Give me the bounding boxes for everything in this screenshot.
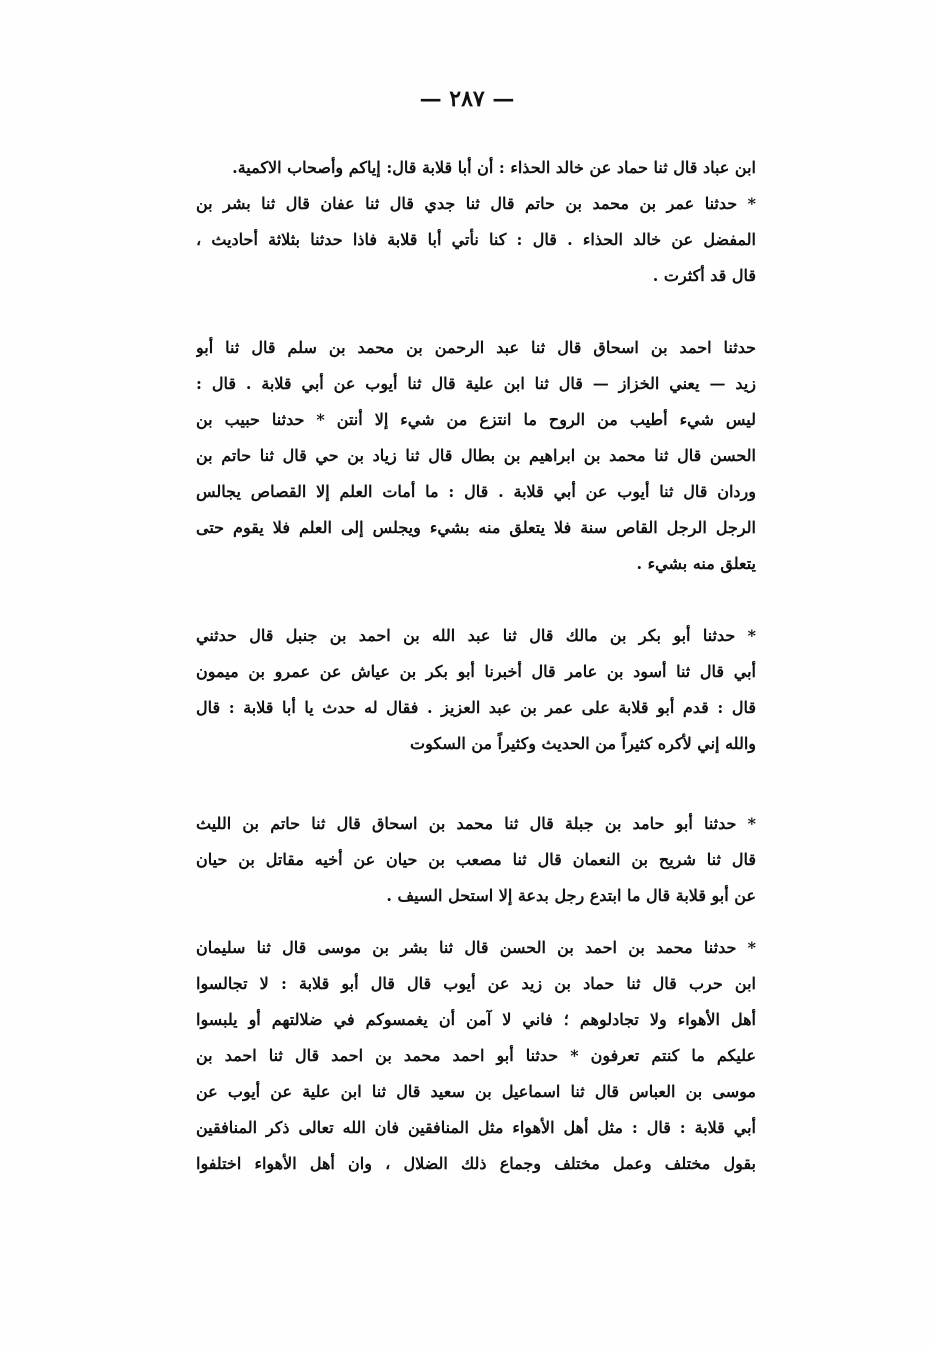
text-line: والله إني لأكره كثيراً من الحديث وكثيراً من السكوت <box>410 734 756 753</box>
page-number: — ٢٨٧ — <box>419 86 515 112</box>
paragraph <box>196 618 756 762</box>
text-line: * حدثنا أبو بكر بن مالك قال ثنا عبد الله بن احمد بن جنبل قال حدثني <box>196 626 756 645</box>
text-line: * حدثنا عمر بن محمد بن حاتم قال ثنا جدي قال ثنا عفان قال ثنا بشر بن <box>196 194 756 213</box>
text-line: أهل الأهواء ولا تجادلوهم ؛ فاني لا آمن أن يغمسوكم في ضلالتهم أو يلبسوا <box>196 1010 756 1029</box>
paragraph <box>196 150 756 186</box>
text-line: * حدثنا أبو حامد بن جبلة قال ثنا محمد بن اسحاق قال ثنا حاتم بن الليث <box>196 814 756 833</box>
text-line: قال ثنا شريح بن النعمان قال ثنا مصعب بن حيان عن أخيه مقاتل بن حيان <box>196 850 756 869</box>
text-line: عن أبو قلابة قال ما ابتدع رجل بدعة إلا استحل السيف . <box>386 886 756 905</box>
text-line: الرجل الرجل القاص سنة فلا يتعلق منه بشيء ويجلس إلى العلم فلا يقوم حتى <box>196 518 756 537</box>
paragraph <box>196 806 756 914</box>
paragraph <box>196 330 756 582</box>
paragraph <box>196 930 756 1182</box>
text-line: أبي قلابة : قال : مثل أهل الأهواء مثل المنافقين فان الله تعالى ذكر المنافقين <box>196 1118 756 1137</box>
text-line: موسى بن العباس قال ثنا اسماعيل بن سعيد قال ثنا ابن علية عن أيوب عن <box>196 1082 756 1101</box>
text-line: ليس شيء أطيب من الروح ما انتزع من شيء إلا أنتن * حدثنا حبيب بن <box>196 410 756 429</box>
text-line: قال قد أكثرت . <box>652 266 756 285</box>
text-line: ابن عباد قال ثنا حماد عن خالد الحذاء : أن أبا قلابة قال: إياكم وأصحاب الاكمية. <box>232 158 756 177</box>
text-line: قال : قدم أبو قلابة على عمر بن عبد العزيز . فقال له حدث يا أبا قلابة : قال <box>196 698 756 717</box>
text-line: عليكم ما كنتم تعرفون * حدثنا أبو احمد محمد بن احمد قال ثنا احمد بن <box>196 1046 756 1065</box>
paragraph <box>196 186 756 294</box>
text-line: ابن حرب قال ثنا حماد بن زيد عن أيوب قال قال أبو قلابة : لا تجالسوا <box>196 974 756 993</box>
text-line: زيد — يعني الخزاز — قال ثنا ابن علية قال ثنا أيوب عن أبي قلابة . قال : <box>196 374 756 393</box>
text-line: يتعلق منه بشيء . <box>636 554 756 573</box>
text-line: بقول مختلف وعمل مختلف وجماع ذلك الضلال ، وان أهل الأهواء اختلفوا <box>196 1154 756 1173</box>
text-line: أبي قال ثنا أسود بن عامر قال أخبرنا أبو بكر بن عياش عن عمرو بن ميمون <box>196 662 756 681</box>
text-line: * حدثنا محمد بن احمد بن الحسن قال ثنا بشر بن موسى قال ثنا سليمان <box>196 938 756 957</box>
text-line: حدثنا احمد بن اسحاق قال ثنا عبد الرحمن بن محمد بن سلم قال ثنا أبو <box>196 338 756 357</box>
text-line: وردان قال ثنا أيوب عن أبي قلابة . قال : ما أمات العلم إلا القصاص يجالس <box>196 482 756 501</box>
text-line: الحسن قال ثنا محمد بن ابراهيم بن بطال قال ثنا زياد بن حي قال ثنا حاتم بن <box>196 446 756 465</box>
text-line: المفضل عن خالد الحذاء . قال : كنا نأتي أبا قلابة فاذا حدثنا بثلاثة أحاديث ، <box>196 230 756 249</box>
